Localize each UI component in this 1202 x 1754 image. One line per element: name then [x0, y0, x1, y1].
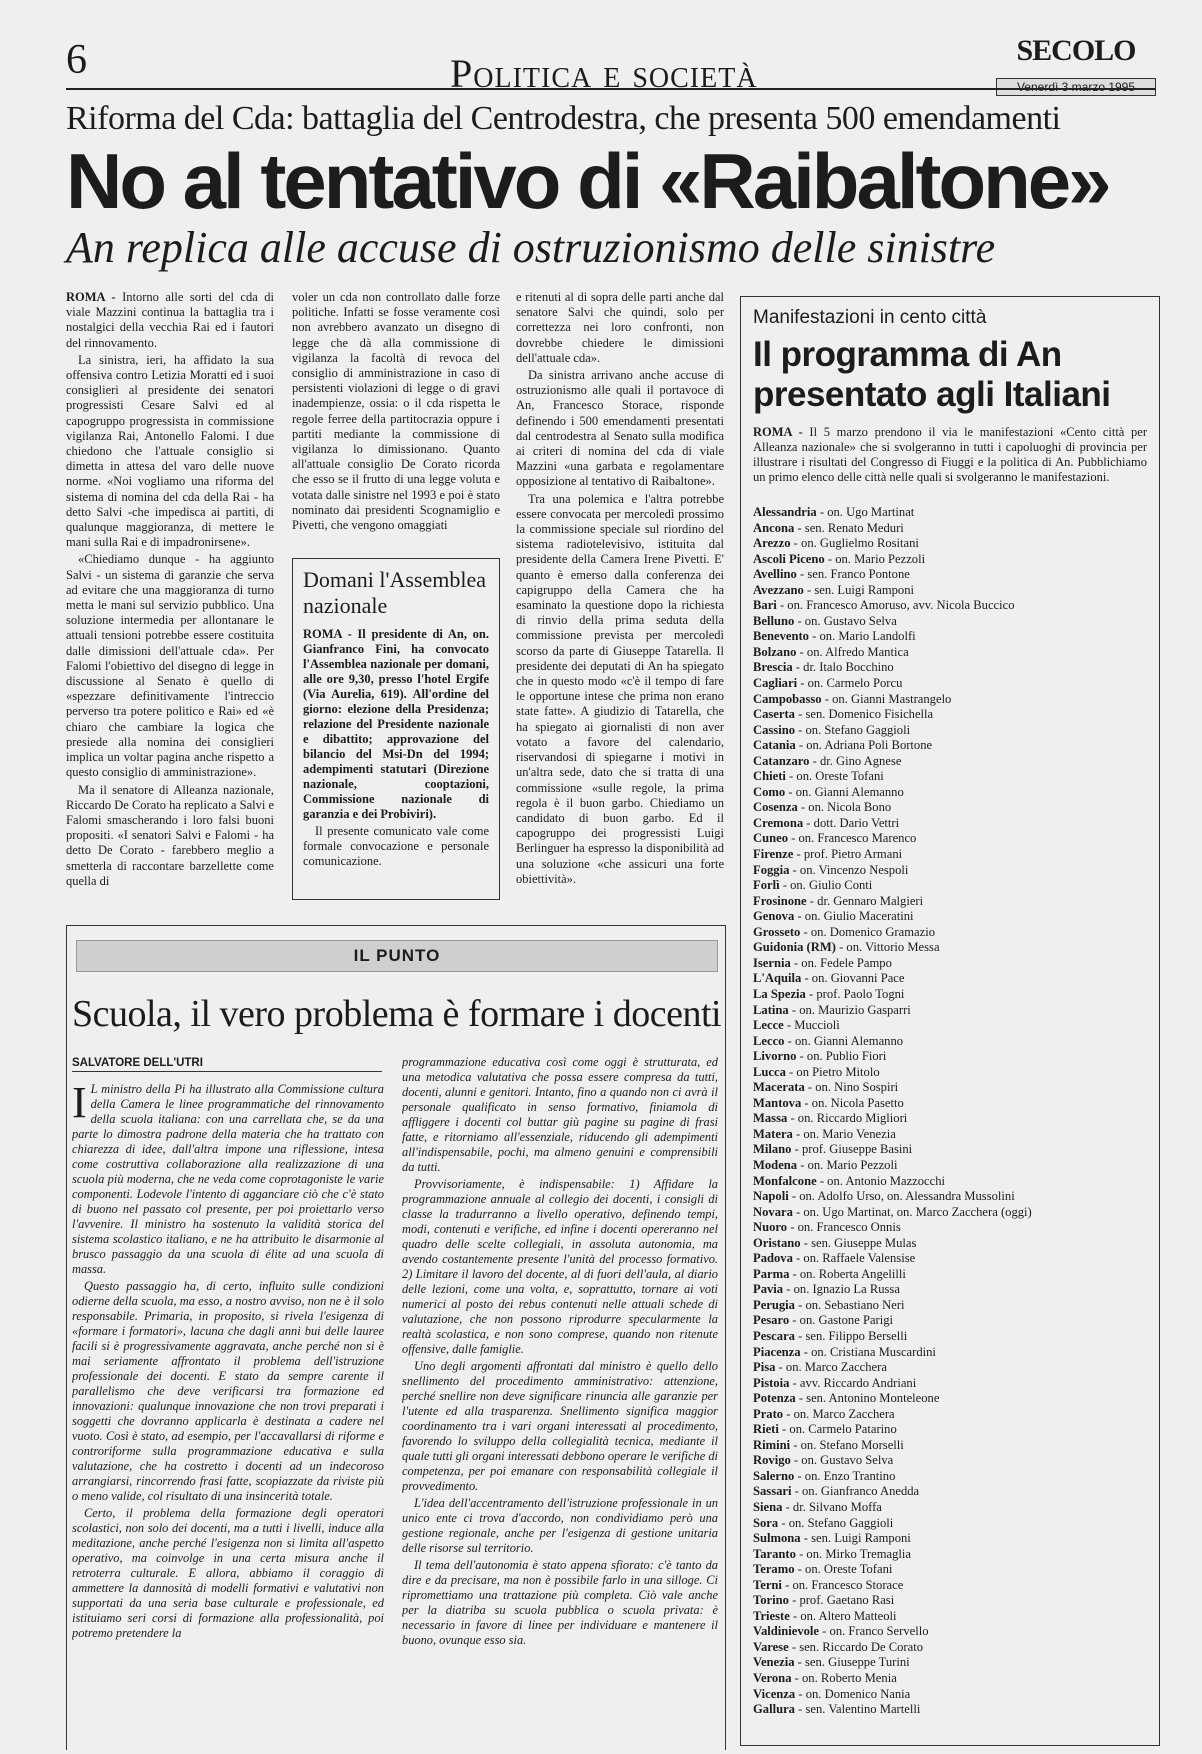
city-name: La Spezia — [753, 986, 806, 1001]
city-name: Isernia — [753, 955, 791, 970]
city-item: Cassino - on. Stefano Gaggioli — [753, 722, 911, 737]
city-name: Bolzano — [753, 644, 797, 659]
city-item: Macerata - on. Nino Sospiri — [753, 1080, 899, 1095]
city-name: Monfalcone — [753, 1173, 817, 1188]
city-speaker: on. Ugo Martinat — [827, 505, 915, 519]
issue-date: Venerdì 3 marzo 1995 — [996, 78, 1156, 96]
article-paragraph: Questo passaggio ha, di certo, influito sulle condizioni odierne della scuola, ma esso, a nostro avviso, non ne è il solo responsabile. Primaria, in proposito, si rivela l'esigenza di «formare i formatori», lacuna che dagli anni bui delle lauree facili si è progressivamente aggravata, anche perché non si è mai seriamente affrontato il problema dell'istruzione professionale dei docenti. E stato da sempre carente il parallelismo che deve verificarsi tra formazione ed innovazioni: qualunque innovazione che non trovi preparati i soggetti che dovranno applicarla è destinata a cadere nel vuoto. Così è stato, ad esempio, per l'accavallarsi di riforme e controriforme sulla programmazione educativa e sulla valutazione, che ha costretto i docenti ad un indecoroso arrangiarsi, rincorrendo frasi fatte, scopiazzate da riviste più o meno valide, col risultato di una insincerità totale. — [72, 1279, 384, 1503]
city-speaker: sen. Riccardo De Corato — [799, 1639, 923, 1654]
article-column-1 — [66, 290, 274, 915]
city-item: Massa - on. Riccardo Migliori — [753, 1111, 908, 1126]
article-paragraph: I L ministro della Pi ha illustrato alla Commissione cultura della Camera le linee programmatiche del rinnovamento della scuola italiana: con una carrellata che, se da una parte lo dimostra padrone della materia che ha trattato con chiarezza di idee, dall'altra impone una riflessione, intesa come costruttiva collaborazione alla realizzazione di una scuola più moderna, che ne veda come coprotagoniste le varie componenti. Lodevole l'intento di agganciare ciò che c'è stato di buono nel passato col presente, per poi proiettarlo verso l'avvenire. Il ministro ha sostenuto la validità storica del sistema scolastico italiano, e ne ha attribuito le disarmonie al brusco passaggio da una scuola di élite ad una scuola di massa. — [72, 1082, 384, 1276]
city-speaker: on. Giulio Conti — [790, 878, 873, 893]
city-name: Brescia — [753, 660, 793, 675]
city-item: Pisa - on. Marco Zacchera — [753, 1360, 887, 1375]
city-item: Como - on. Gianni Alemanno — [753, 784, 904, 799]
city-item: Novara - on. Ugo Martinat, on. Marco Zacchera (oggi) — [753, 1204, 1032, 1219]
city-speaker: dr. Italo Bocchino — [803, 660, 894, 675]
city-speaker: on. Carmelo Porcu — [807, 676, 903, 691]
city-speaker: on. Francesco Onnis — [797, 1220, 901, 1235]
city-speaker: on. Domenico Nania — [805, 1686, 911, 1701]
city-item: Padova - on. Raffaele Valensise — [753, 1251, 916, 1266]
city-item: Matera - on. Mario Venezia — [753, 1126, 896, 1141]
header-rule — [66, 88, 1156, 90]
city-name: Lecce — [753, 1018, 784, 1033]
city-name: Avellino — [753, 567, 797, 582]
city-speaker: on. Vincenzo Nespoli — [799, 862, 909, 877]
city-item: Napoli - on. Adolfo Urso, on. Alessandra Mussolini — [753, 1189, 1015, 1204]
city-item: Torino - prof. Gaetano Rasi — [753, 1593, 895, 1608]
city-item: Verona - on. Roberto Menia — [753, 1671, 897, 1686]
city-speaker: on. Alfredo Mantica — [806, 644, 909, 659]
city-item: Ancona - sen. Renato Meduri — [753, 520, 904, 535]
article-paragraph: Il tema dell'autonomia è stato appena sfiorato: c'è tanto da dire e da precisare, ma non è possibile farlo in una silloge. Ci ripromettiamo una trattazione più completa. Ciò vale anche per la diatriba su scuola pubblica o scuola privata: è necessario in favore di linee per individuare e mantenere il buono, ovunque esso sia. — [402, 1558, 718, 1647]
city-item: Foggia - on. Vincenzo Nespoli — [753, 862, 909, 877]
city-list — [753, 505, 1147, 1718]
city-speaker: on. Enzo Trantino — [804, 1468, 896, 1483]
city-item: Pesaro - on. Gastone Parigi — [753, 1313, 894, 1328]
city-speaker: on. Mario Pezzoli — [835, 551, 926, 566]
city-name: Guidonia (RM) — [753, 940, 836, 955]
article-column-2 — [292, 290, 500, 548]
domani-box — [292, 558, 500, 900]
city-speaker: on. Publio Fiori — [806, 1049, 887, 1064]
city-item: Pescara - sen. Filippo Berselli — [753, 1328, 908, 1343]
city-name: Frosinone — [753, 893, 807, 908]
article-paragraph: Tra una polemica e l'altra potrebbe essere convocata per mercoledì prossimo la commissione speciale sul riordino del sistema radiotelevisivo, istituita dal presidente della Camera Irene Pivetti. E' quanto è emerso dalla conferenza dei capigruppo della Camera che ha esaminato la questione dopo la richiesta di rinvio della prima seduta della commissione prevista per mercoledì scorso da parte di Giuseppe Tatarella. Il presidente dei deputati di An ha spiegato che in questo modo «c'è il tempo di fare le opportune intese che prima non erano state fatte». A giudizio di Tatarella, che ha spiegato ai giornalisti di non aver votato a favore del calendario, riservandosi di spiegarne i motivi in un'altra sede, dato che si tratta di una commissione «sulle regole, la prima regola è il buon garbo. Chiediamo un candidato di buon garbo. Ed il capogruppo dei progressisti Luigi Berlinguer ha espresso la disponibilità ad una soluzione «che assicuri una forte obiettività». — [516, 491, 724, 886]
city-item: Arezzo - on. Guglielmo Rositani — [753, 536, 919, 551]
article-paragraph: programmazione educativa così come oggi è strutturata, ed una metodica valutativa che possa essere compresa da tutti, docenti, alunni e genitori. Intanto, fino a quando non ci avrà il personale qualificato in senso formativo, finiamola di affliggere i docenti col buttar giù pagine su pagine di frasi fatte, e ritorniamo all'essenziale, riducendo gli adempimenti all'indispensabile, pochi, ma almeno genuini e comprensibili da tutti. — [402, 1055, 718, 1174]
city-speaker: sen. Filippo Berselli — [805, 1328, 908, 1343]
city-item: Taranto - on. Mirko Tremaglia — [753, 1546, 912, 1561]
city-speaker: on. Raffaele Valensise — [803, 1251, 916, 1266]
city-speaker: on. Stefano Gaggioli — [805, 722, 911, 737]
city-name: Foggia — [753, 862, 790, 877]
article-column-3 — [516, 290, 724, 920]
city-item: Venezia - sen. Giuseppe Turini — [753, 1655, 910, 1670]
city-name: Parma — [753, 1266, 790, 1281]
article-paragraph: «Chiediamo dunque - ha aggiunto Salvi - un sistema di garanzie che serva ad evitare che una maggioranza di turno metta le mani sul servizio pubblico. Una soluzione intermedia per allontanare le attuali tensioni potrebbe essere costituita dalle dimissioni dell'attuale cda». Per Falomi l'obiettivo del disegno di legge in discussione al Senato è quello di «spezzare definitivamente l'intreccio perverso tra potere politico e Rai» ed «è chiaro che cambiare la logica che presiede alla nomina dei consiglieri implica un voltar pagina anche rispetto a questo consiglio di amministrazione». — [66, 552, 274, 780]
city-speaker: on. Nicola Bono — [808, 800, 892, 815]
domani-note: Il presente comunicato vale come formale convocazione e personale comunicazione. — [303, 824, 489, 868]
article-paragraph: Uno degli argomenti affrontati dal ministro è quello dello snellimento del procedimento amministrativo: attenzione, perché snellire non deve significare rinuncia alle garanzie per l'utente ed alla trasparenza. Snellimento significa maggior coordinamento tra i vari organi interessati al procedimento, favorendo lo sviluppo della collegialità tecnica, mediante il quale tutti gli organi interessati debbono operare le verifiche di competenza, per poi emanare con responsabilità collegiale il provvedimento. — [402, 1359, 718, 1493]
city-item: Cosenza - on. Nicola Bono — [753, 800, 892, 815]
city-item: Sora - on. Stefano Gaggioli — [753, 1515, 894, 1530]
city-name: Pavia — [753, 1282, 784, 1297]
city-item: Varese - sen. Riccardo De Corato — [753, 1639, 923, 1654]
city-speaker: on. Roberta Angelilli — [799, 1266, 906, 1281]
city-item: Rimini - on. Stefano Morselli — [753, 1437, 904, 1452]
city-name: Avezzano — [753, 582, 804, 597]
city-speaker: on. Francesco Marenco — [798, 831, 917, 846]
city-name: Salerno — [753, 1468, 795, 1483]
city-item: Prato - on. Marco Zacchera — [753, 1406, 895, 1421]
city-item: Trieste - on. Altero Matteoli — [753, 1608, 897, 1623]
domani-title: Domani l'Assemblea nazionale — [303, 567, 486, 618]
dateline: ROMA - — [66, 290, 116, 304]
city-speaker: on. Stefano Gaggioli — [788, 1515, 894, 1530]
city-speaker: prof. Giuseppe Basini — [801, 1142, 913, 1157]
city-name: Gallura — [753, 1702, 795, 1717]
city-speaker: on. Oreste Tofani — [796, 769, 884, 784]
article-paragraph: Certo, il problema della formazione degli operatori scolastici, non solo dei docenti, ma a tutti i livelli, induce alla meditazione, anche perché l'esigenza non si limita all'aspetto operativo, ma coinvolge in una certa misura anche il retroterra culturale. E allora, abbiamo il coraggio di ammettere la dannosità di modelli formativi e valutativi non supportati da una seria base culturale e professionale, ed istituiamo seri corsi di formazione alla professionalità, poi potremo pretendere la — [72, 1506, 384, 1640]
city-name: Pistoia — [753, 1375, 790, 1390]
city-speaker: on. Gianni Alemanno — [794, 1033, 904, 1048]
city-speaker: on Pietro Mitolo — [796, 1064, 880, 1079]
il-punto-column-2 — [402, 1055, 718, 1745]
city-item: Cuneo - on. Francesco Marenco — [753, 831, 917, 846]
city-speaker: on. Francesco Storace — [792, 1577, 904, 1592]
city-item: Ascoli Piceno - on. Mario Pezzoli — [753, 551, 926, 566]
city-item: Bari - on. Francesco Amoruso, avv. Nicola Buccico — [753, 598, 1015, 613]
city-name: Siena — [753, 1500, 783, 1514]
city-speaker: on. Gastone Parigi — [799, 1313, 894, 1328]
city-name: Cuneo — [753, 831, 788, 846]
city-speaker: on. Riccardo Migliori — [797, 1111, 908, 1126]
city-name: Caserta — [753, 707, 795, 722]
city-item: Modena - on. Mario Pezzoli — [753, 1157, 898, 1172]
article-headline: No al tentativo di «Raibaltone» — [66, 137, 1109, 225]
page-number: 6 — [66, 37, 87, 83]
city-name: Catanzaro — [753, 753, 810, 768]
city-speaker: on. Ugo Martinat, on. Marco Zacchera (oggi) — [803, 1204, 1032, 1219]
city-item: Sulmona - sen. Luigi Ramponi — [753, 1531, 911, 1546]
city-name: Cagliari — [753, 676, 798, 691]
city-item: Frosinone - dr. Gennaro Malgieri — [753, 893, 924, 908]
article-paragraph: La sinistra, ieri, ha affidato la sua offensiva contro Letizia Moratti ed i suoi consiglieri al presidente dei senatori progressisti Cesare Salvi ed al capogruppo progressista in commissione vigilanza Rai, Antonello Falomi. I due chiedono che l'attuale consiglio si dimetta in attesa del varo delle nuove norme. «Noi vogliamo una riforma del sistema di nomina del cda della Rai - ha detto Salvi -che impedisca ai partiti, di qualunque maggioranza, di mettere le mani sulla Rai e di impadronirsene». — [66, 352, 274, 550]
city-speaker: sen. Giuseppe Mulas — [811, 1235, 917, 1250]
city-name: Napoli — [753, 1189, 789, 1204]
programma-box — [740, 296, 1160, 1746]
domani-body: ROMA - Il presidente di An, on. Gianfranco Fini, ha convocato l'Assemblea nazionale per domani, alle ore 9,30, presso l'hotel Ergife (Via Aurelia, 619). All'ordine del giorno: elezione della Presidenza; relazione del Presidente nazionale e dibattito; approvazione del bilancio del Msi-Dn del 1994; adempimenti statutari (Direzione nazionale, cooptazioni, Commissione nazionale di garanzia e dei Probiviri). — [303, 627, 489, 821]
city-name: Pisa — [753, 1360, 776, 1375]
city-speaker: sen. Domenico Fisichella — [805, 707, 934, 722]
city-speaker: on. Adriana Poli Bortone — [806, 738, 933, 753]
city-speaker: on. Gianni Alemanno — [795, 784, 904, 799]
city-speaker: on. Mario Pezzoli — [807, 1157, 898, 1172]
city-speaker: dr. Gennaro Malgieri — [817, 893, 924, 908]
city-speaker: on. Marco Zacchera — [793, 1406, 895, 1421]
city-name: Teramo — [753, 1562, 795, 1577]
city-name: Perugia — [753, 1297, 795, 1312]
dateline: ROMA - — [753, 425, 803, 439]
city-name: Trieste — [753, 1608, 790, 1623]
city-speaker: sen. Franco Pontone — [807, 567, 910, 582]
city-item: Vicenza - on. Domenico Nania — [753, 1686, 911, 1701]
city-item: Grosseto - on. Domenico Gramazio — [753, 924, 935, 939]
il-punto-title: Scuola, il vero problema è formare i docenti — [72, 993, 722, 1035]
city-item: Perugia - on. Sebastiano Neri — [753, 1297, 905, 1312]
city-item: Livorno - on. Publio Fiori — [753, 1049, 887, 1064]
city-speaker: on. Gustavo Selva — [801, 1453, 894, 1468]
city-speaker: sen. Giuseppe Turini — [805, 1655, 910, 1670]
programma-kicker: Manifestazioni in cento città — [753, 307, 987, 328]
city-name: Bari — [753, 598, 777, 613]
city-item: Oristano - sen. Giuseppe Mulas — [753, 1235, 917, 1250]
city-name: Sora — [753, 1515, 779, 1530]
city-item: Monfalcone - on. Antonio Mazzocchi — [753, 1173, 946, 1188]
city-item: Cremona - dott. Dario Vettri — [753, 815, 900, 830]
city-speaker: on. Fedele Pampo — [801, 955, 892, 970]
city-name: Latina — [753, 1002, 789, 1017]
city-name: Cremona — [753, 815, 804, 830]
city-speaker: on. Sebastiano Neri — [805, 1297, 905, 1312]
city-name: Benevento — [753, 629, 809, 644]
city-item: Isernia - on. Fedele Pampo — [753, 955, 892, 970]
section-title: Politica e società — [450, 51, 758, 96]
city-speaker: dott. Dario Vettri — [813, 815, 900, 830]
city-speaker: on. Gianni Mastrangelo — [832, 691, 952, 706]
city-name: Grosseto — [753, 924, 801, 939]
city-name: Catania — [753, 738, 796, 753]
city-name: Vicenza — [753, 1686, 796, 1701]
city-name: Terni — [753, 1577, 782, 1592]
city-name: Taranto — [753, 1546, 796, 1561]
city-speaker: sen. Valentino Martelli — [805, 1702, 921, 1717]
city-item: Latina - on. Maurizio Gasparri — [753, 1002, 911, 1017]
city-item: Lecce - Mucciolì — [753, 1018, 840, 1033]
city-item: Bolzano - on. Alfredo Mantica — [753, 644, 909, 659]
city-speaker: on. Mario Landolfi — [819, 629, 916, 644]
city-item: Valdinievole - on. Franco Servello — [753, 1624, 929, 1639]
article-paragraph: L'idea dell'accentramento dell'istruzione professionale in un unico ente ci trova d'accordo, non condividiamo però una gestione regionale, anche per l'esigenza di gestione unitaria delle risorse sul territorio. — [402, 1496, 718, 1555]
city-name: Pescara — [753, 1328, 795, 1343]
article-paragraph: Ma il senatore di Alleanza nazionale, Riccardo De Corato ha replicato a Salvi e Falomi smascherando i loro falsi buoni propositi. «I senatori Salvi e Falomi - ha detto De Corato - farebbero meglio a smetterla di raccontare barzellette come quella di — [66, 782, 274, 888]
city-item: Pavia - on. Ignazio La Russa — [753, 1282, 900, 1297]
city-item: Cagliari - on. Carmelo Porcu — [753, 676, 903, 691]
city-item: Benevento - on. Mario Landolfi — [753, 629, 916, 644]
article-paragraph: Provvisoriamente, è indispensabile: 1) Affidare la programmazione annuale al collegio dei docenti, i consigli di classe la tradurranno a livello operativo, definendo tempi, modi, contenuti e verifiche, ed infine i docenti opereranno nel quadro delle scelte collegiali, in assoluta autonomia, ma avendo costantemente presente l'unità del processo formativo. 2) Limitare il lavoro del docente, al di fuori dell'aula, al diario delle lezioni, come una volta, e, soprattutto, tornare ai voti numerici al posto dei rebus contenuti nelle attuali schede di valutazione, che non possono riprodurre specularmente la realtà scolastica, e non sono comprese, quando non ritenute offensive, dalle famiglie. — [402, 1177, 718, 1356]
city-speaker: on. Carmelo Patarino — [789, 1422, 897, 1437]
article-paragraph: Da sinistra arrivano anche accuse di ostruzionismo alle quali il portavoce di An, Francesco Storace, risponde definendo i 500 emendamenti presentati dal centrodestra al Senato sulla modifica ai criteri di nomina del cda di viale Mazzini «una garbata e regolamentare opposizione al tentativo di Raibaltone». — [516, 368, 724, 489]
city-speaker: on. Giovanni Pace — [811, 971, 905, 986]
city-item: Campobasso - on. Gianni Mastrangelo — [753, 691, 952, 706]
city-speaker: sen. Renato Meduri — [804, 520, 904, 535]
city-item: Piacenza - on. Cristiana Muscardini — [753, 1344, 936, 1359]
city-name: Cosenza — [753, 800, 798, 815]
city-item: Catania - on. Adriana Poli Bortone — [753, 738, 933, 753]
city-name: Novara — [753, 1204, 793, 1219]
city-name: Pesaro — [753, 1313, 790, 1328]
city-speaker: avv. Riccardo Andriani — [799, 1375, 917, 1390]
city-speaker: on. Gustavo Selva — [804, 613, 897, 628]
city-speaker: on. Mirko Tremaglia — [806, 1546, 912, 1561]
city-name: Padova — [753, 1251, 793, 1266]
city-item: Firenze - prof. Pietro Armani — [753, 847, 903, 862]
city-speaker: on. Vittorio Messa — [846, 940, 940, 955]
city-name: Genova — [753, 909, 795, 924]
city-name: Macerata — [753, 1080, 805, 1095]
city-item: Rieti - on. Carmelo Patarino — [753, 1422, 897, 1437]
city-speaker: on. Altero Matteoli — [800, 1608, 897, 1623]
city-item: Lecco - on. Gianni Alemanno — [753, 1033, 904, 1048]
city-item: Lucca - on Pietro Mitolo — [753, 1064, 880, 1079]
drop-cap: I — [72, 1082, 87, 1127]
city-item: Parma - on. Roberta Angelilli — [753, 1266, 906, 1281]
city-name: L'Aquila — [753, 971, 802, 986]
city-name: Firenze — [753, 847, 794, 862]
dateline: ROMA - — [303, 627, 352, 641]
city-speaker: on. Cristiana Muscardini — [811, 1344, 936, 1359]
city-name: Sassari — [753, 1484, 792, 1499]
city-item: Guidonia (RM) - on. Vittorio Messa — [753, 940, 940, 955]
city-speaker: on. Oreste Tofani — [805, 1562, 893, 1577]
city-name: Torino — [753, 1593, 789, 1608]
city-name: Belluno — [753, 613, 795, 628]
city-name: Venezia — [753, 1655, 795, 1670]
city-item: Siena - dr. Silvano Moffa — [753, 1500, 882, 1514]
city-name: Ascoli Piceno — [753, 551, 825, 566]
city-item: Chieti - on. Oreste Tofani — [753, 769, 884, 784]
article-kicker: Riforma del Cda: battaglia del Centrodestra, che presenta 500 emendamenti — [66, 100, 1061, 137]
masthead — [996, 36, 1156, 96]
city-speaker: on. Antonio Mazzocchi — [827, 1173, 946, 1188]
city-name: Nuoro — [753, 1220, 788, 1235]
city-speaker: dr. Silvano Moffa — [792, 1500, 882, 1514]
city-name: Ancona — [753, 520, 795, 535]
city-item: Belluno - on. Gustavo Selva — [753, 613, 897, 628]
city-name: Valdinievole — [753, 1624, 820, 1639]
city-item: Genova - on. Giulio Maceratini — [753, 909, 914, 924]
programma-title: Il programma di An presentato agli Italiani — [753, 335, 1111, 414]
city-name: Modena — [753, 1157, 798, 1172]
city-name: Massa — [753, 1111, 788, 1126]
city-name: Sulmona — [753, 1531, 801, 1546]
city-item: Avellino - sen. Franco Pontone — [753, 567, 910, 582]
city-name: Chieti — [753, 769, 786, 784]
city-name: Cassino — [753, 722, 795, 737]
city-item: Milano - prof. Giuseppe Basini — [753, 1142, 913, 1157]
city-item: Forlì - on. Giulio Conti — [753, 878, 873, 893]
article-paragraph: ROMA - Intorno alle sorti del cda di viale Mazzini continua la battaglia tra i nostalgici della vecchia Rai ed i fautori del rinnovamento. — [66, 290, 274, 350]
city-name: Rovigo — [753, 1453, 791, 1468]
byline: SALVATORE DELL'UTRI — [72, 1057, 382, 1072]
city-speaker: on. Nino Sospiri — [815, 1080, 899, 1095]
city-name: Como — [753, 784, 786, 799]
article-paragraph: voler un cda non controllato dalle forze politiche. Infatti se fosse veramente così non avrebbero avanzato un disegno di legge che dà alla commissione di vigilanza la facoltà di revoca del consiglio di amministrazione in caso di persistenti violazioni di legge o di gravi inadempienze, ossia: o il cda rispetta le regole ferree della partitocrazia oppure i partiti mediante la commissione di vigilanza lo dimissionano. Quanto all'attuale consiglio De Corato ricorda che esso se il frutto di una legge voluta e votata dalle sinistre nel 1993 e poi è stato nominato dai presidenti Scognamiglio e Pivetti, che vengono omaggiati — [292, 290, 500, 533]
city-name: Potenza — [753, 1391, 796, 1406]
city-item: La Spezia - prof. Paolo Togni — [753, 986, 905, 1001]
city-speaker: on. Mario Venezia — [803, 1126, 896, 1141]
city-speaker: on. Francesco Amoruso, avv. Nicola Buccico — [787, 598, 1015, 613]
city-speaker: on. Marco Zacchera — [785, 1360, 887, 1375]
article-paragraph: e ritenuti al di sopra delle parti anche dal senatore Salvi che quindi, solo per correttezza nei loro confronti, non dovrebbe chiedere le dimissioni dell'attuale cda». — [516, 290, 724, 365]
city-item: Potenza - sen. Antonino Monteleone — [753, 1391, 940, 1406]
city-item: L'Aquila - on. Giovanni Pace — [753, 971, 905, 986]
city-item: Salerno - on. Enzo Trantino — [753, 1468, 896, 1483]
city-speaker: sen. Luigi Ramponi — [814, 582, 915, 597]
city-speaker: on. Stefano Morselli — [800, 1437, 904, 1452]
city-name: Varese — [753, 1639, 789, 1654]
city-speaker: on. Franco Servello — [829, 1624, 929, 1639]
city-name: Piacenza — [753, 1344, 801, 1359]
city-speaker: Mucciolì — [794, 1018, 840, 1033]
city-speaker: prof. Paolo Togni — [816, 986, 905, 1001]
city-item: Sassari - on. Gianfranco Anedda — [753, 1484, 920, 1499]
city-speaker: on. Domenico Gramazio — [810, 924, 935, 939]
city-item: Catanzaro - dr. Gino Agnese — [753, 753, 902, 768]
city-name: Lucca — [753, 1064, 786, 1079]
city-name: Livorno — [753, 1049, 797, 1064]
city-name: Prato — [753, 1406, 784, 1421]
city-item: Alessandria - on. Ugo Martinat — [753, 505, 915, 519]
masthead-logo: SECOLO — [1016, 34, 1136, 67]
city-speaker: on. Roberto Menia — [802, 1671, 897, 1686]
city-item: Mantova - on. Nicola Pasetto — [753, 1095, 904, 1110]
city-item: Terni - on. Francesco Storace — [753, 1577, 904, 1592]
city-name: Forlì — [753, 878, 780, 893]
city-name: Rieti — [753, 1422, 779, 1437]
city-name: Lecco — [753, 1033, 785, 1048]
city-speaker: sen. Luigi Ramponi — [811, 1531, 911, 1546]
city-speaker: on. Maurizio Gasparri — [799, 1002, 911, 1017]
city-name: Verona — [753, 1671, 792, 1686]
city-item: Avezzano - sen. Luigi Ramponi — [753, 582, 915, 597]
city-item: Caserta - sen. Domenico Fisichella — [753, 707, 934, 722]
city-item: Pistoia - avv. Riccardo Andriani — [753, 1375, 917, 1390]
city-name: Mantova — [753, 1095, 802, 1110]
city-speaker: on. Ignazio La Russa — [793, 1282, 900, 1297]
city-name: Arezzo — [753, 536, 791, 551]
city-speaker: on. Guglielmo Rositani — [801, 536, 919, 551]
city-name: Matera — [753, 1126, 793, 1141]
city-speaker: sen. Antonino Monteleone — [806, 1391, 940, 1406]
city-speaker: dr. Gino Agnese — [819, 753, 902, 768]
city-item: Brescia - dr. Italo Bocchino — [753, 660, 894, 675]
city-speaker: on. Nicola Pasetto — [811, 1095, 904, 1110]
city-item: Teramo - on. Oreste Tofani — [753, 1562, 893, 1577]
city-name: Alessandria — [753, 505, 817, 519]
city-speaker: prof. Pietro Armani — [803, 847, 903, 862]
city-speaker: on. Gianfranco Anedda — [802, 1484, 920, 1499]
city-item: Nuoro - on. Francesco Onnis — [753, 1220, 901, 1235]
city-speaker: on. Giulio Maceratini — [804, 909, 914, 924]
il-punto-column-1 — [72, 1082, 384, 1744]
city-speaker: on. Adolfo Urso, on. Alessandra Mussolini — [799, 1189, 1015, 1204]
programma-intro: ROMA - Il 5 marzo prendono il via le manifestazioni «Cento città per Alleanza nazionale» che si svolgeranno in tutti i capoluoghi di provincia per illustrare i risultati del Congresso di Fiuggi e la politica di An. Pubblichiamo un primo elenco delle città nelle quali si svolgeranno le manifestazioni. — [753, 425, 1147, 484]
city-item: Gallura - sen. Valentino Martelli — [753, 1702, 921, 1717]
city-item: Rovigo - on. Gustavo Selva — [753, 1453, 894, 1468]
article-subheadline: An replica alle accuse di ostruzionismo delle sinistre — [66, 223, 996, 272]
city-name: Rimini — [753, 1437, 791, 1452]
city-name: Campobasso — [753, 691, 822, 706]
city-speaker: prof. Gaetano Rasi — [799, 1593, 895, 1608]
city-name: Milano — [753, 1142, 792, 1157]
city-name: Oristano — [753, 1235, 801, 1250]
il-punto-label: IL PUNTO — [76, 940, 718, 972]
